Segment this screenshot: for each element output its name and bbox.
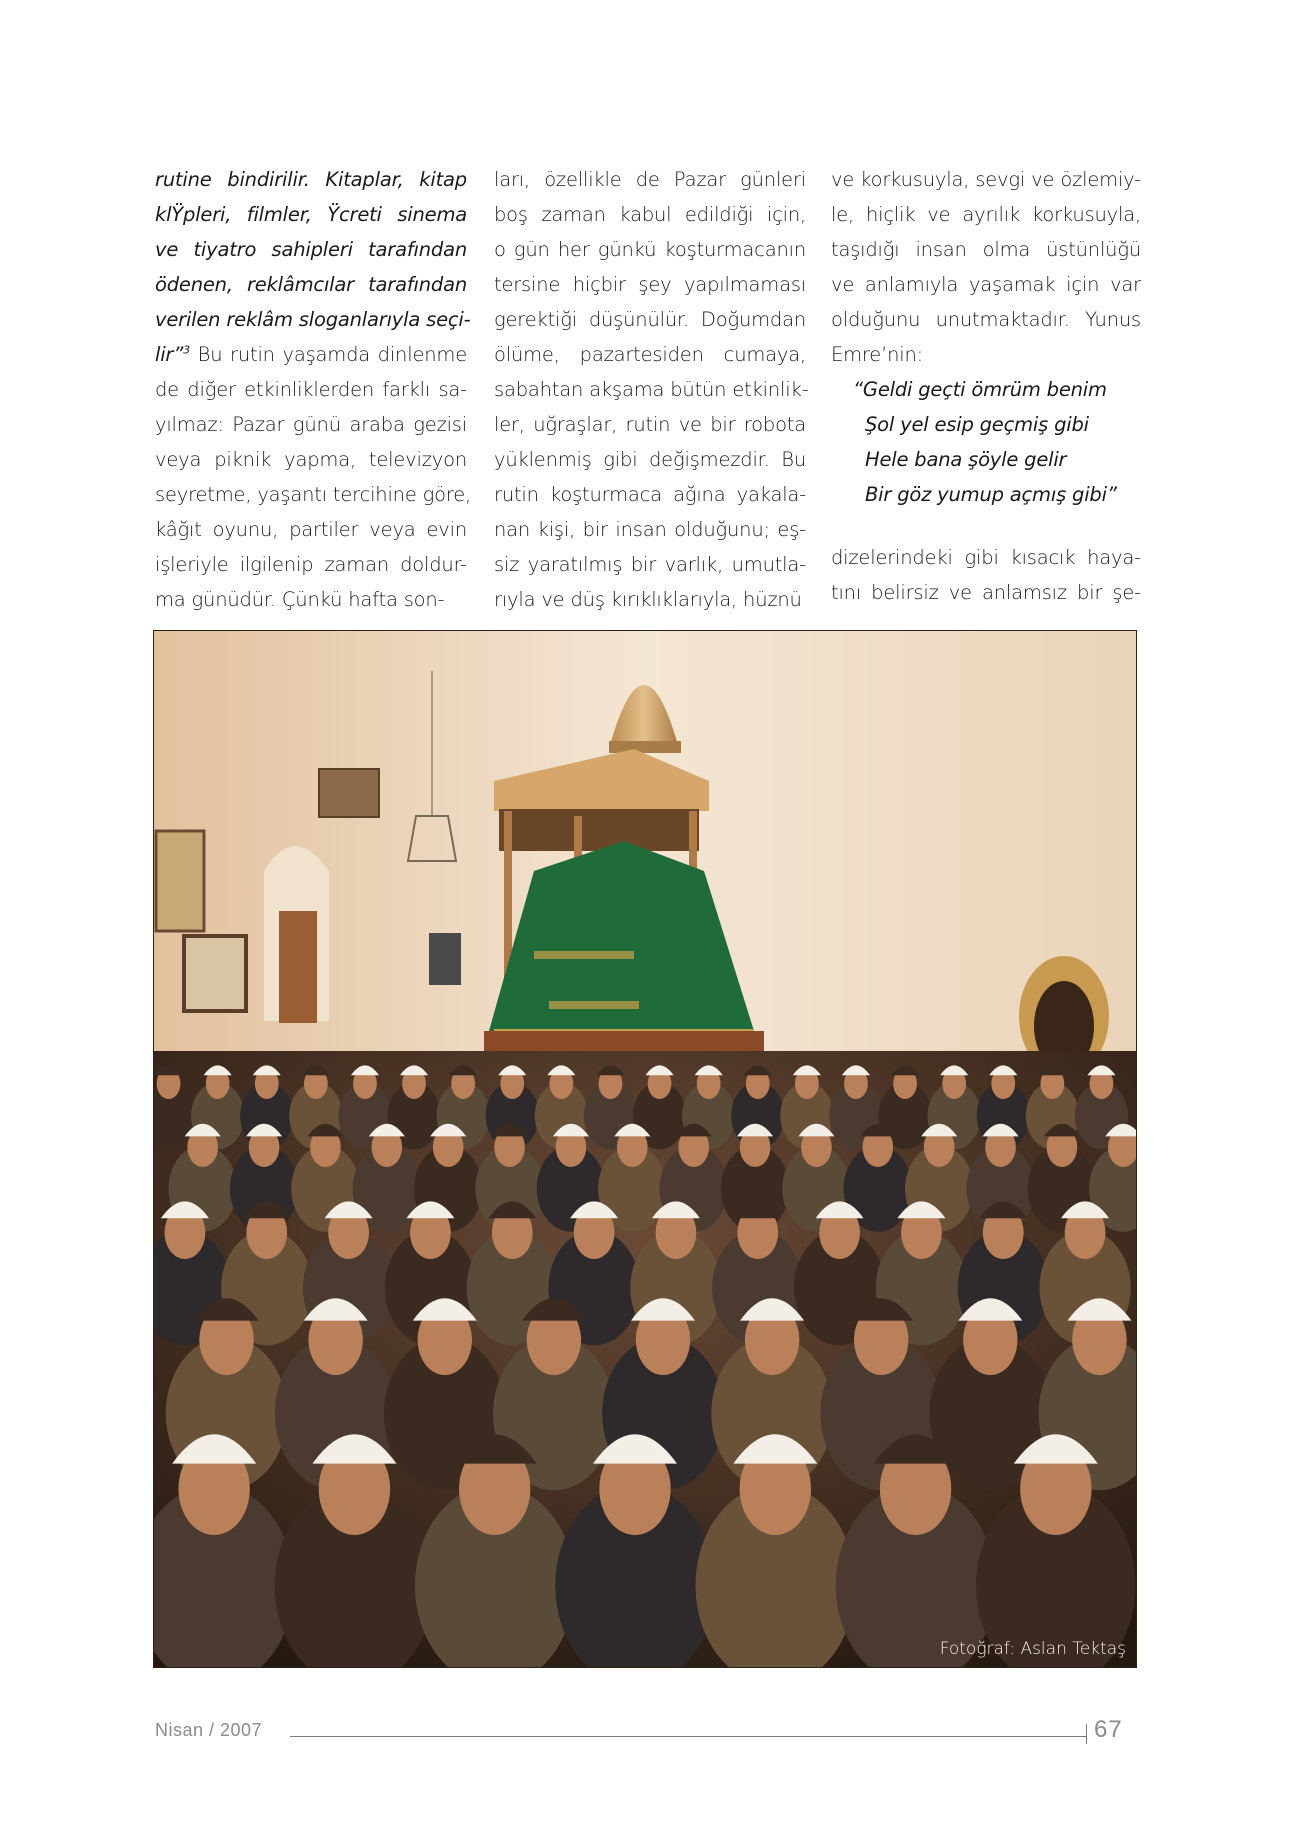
issue-date: Nisan / 2007 [155, 1720, 263, 1740]
text-line: ve korkusuyla, sevgi ve özlemiy- [831, 168, 1141, 191]
photo-caption: Fotoğraf: Aslan Tektaş [939, 1639, 1126, 1659]
text-line: tersine hiçbir şey yapılmaması [494, 273, 806, 296]
text-line: tını belirsiz ve anlamsız bir şe- [831, 581, 1141, 604]
text-line: rutin koşturmaca ağına yakala- [494, 483, 806, 506]
text-line: yüklenmiş gibi değişmezdir. Bu [494, 448, 806, 471]
text-line: ve tiyatro sahipleri tarafından [155, 238, 467, 261]
text-line: verilen reklâm sloganlarıyla seçi- [155, 308, 471, 331]
calligraphy-panel [319, 769, 379, 817]
text-line: de diğer etkinliklerden farklı sa- [155, 378, 467, 401]
door [279, 911, 317, 1023]
poem-line: Bir göz yumup açmış gibi” [865, 483, 1117, 506]
text-column-2 [494, 162, 809, 617]
poem-line: Hele bana şöyle gelir [865, 448, 1067, 471]
column3-intro [831, 162, 1141, 372]
text-line: le, hiçlik ve ayrılık korkusuyla, [831, 203, 1141, 226]
text-column-1 [155, 162, 472, 617]
canopy-frieze [499, 809, 699, 851]
text-line: nan kişi, bir insan olduğunu; eş- [494, 518, 806, 541]
text-line: rıyla ve düş kırıklıklarıyla, hüznü [494, 588, 802, 611]
text-fragment: Bu rutin yaşamda dinlenme [189, 343, 467, 366]
text-line: ları, özellikle de Pazar günleri [494, 168, 806, 191]
text-line: kâğıt oyunu, partiler veya evin [155, 518, 467, 541]
wall-frame [184, 936, 246, 1011]
wall-frame [156, 831, 204, 931]
text-line: olduğunu unutmaktadır. Yunus [831, 308, 1141, 331]
text-line: ma günüdür. Çünkü hafta son- [155, 588, 445, 611]
text-column-3 [831, 162, 1141, 610]
footer-rule [290, 1736, 1086, 1737]
text-line [155, 337, 467, 372]
text-line: ve anlamıyla yaşamak için var [831, 273, 1141, 296]
photo-illustration [154, 631, 1136, 1667]
calligraphy-band [534, 951, 634, 959]
text-line: ölüme, pazartesiden cumaya, [494, 343, 806, 366]
text-line: o gün her günkü koşturmacanın [494, 238, 806, 261]
text-fragment: lir” [155, 343, 184, 366]
text-line: sabahtan akşama bütün etkinlik- [494, 378, 809, 401]
text-line: boş zaman kabul edildiği için, [494, 203, 806, 226]
poem-line: Şol yel esip geçmiş gibi [865, 413, 1089, 436]
column3-outro [831, 540, 1141, 610]
text-line: seyretme, yaşantı tercihine göre, [155, 483, 472, 506]
text-line: klŸpleri, filmler, Ÿcreti sinema [155, 203, 467, 226]
text-line: Emre’nin: [831, 343, 924, 366]
text-line: siz yaratılmış bir varlık, umutla- [494, 553, 806, 576]
footnote-marker[interactable]: 3 [183, 343, 190, 357]
text-line: ler, uğraşlar, rutin ve bir robota [494, 413, 806, 436]
air-conditioner [429, 933, 461, 985]
text-line: işleriyle ilgilenip zaman doldur- [155, 553, 467, 576]
calligraphy-band [549, 1001, 639, 1009]
footer-divider [1086, 1724, 1087, 1744]
text-line: rutine bindirilir. Kitaplar, kitap [155, 168, 467, 191]
text-line: yılmaz: Pazar günü araba gezisi [155, 413, 467, 436]
text-line: ödenen, reklâmcılar tarafından [155, 273, 467, 296]
photo-tomb-prayer [153, 630, 1137, 1668]
text-line: gerektiği düşünülür. Doğumdan [494, 308, 806, 331]
text-line: veya piknik yapma, televizyon [155, 448, 467, 471]
poem-quote [831, 372, 1141, 512]
text-line: dizelerindeki gibi kısacık haya- [831, 546, 1141, 569]
page-number: 67 [1094, 1716, 1123, 1743]
poem-line: “Geldi geçti ömrüm benim [853, 378, 1107, 401]
text-line: taşıdığı insan olma üstünlüğü [831, 238, 1141, 261]
